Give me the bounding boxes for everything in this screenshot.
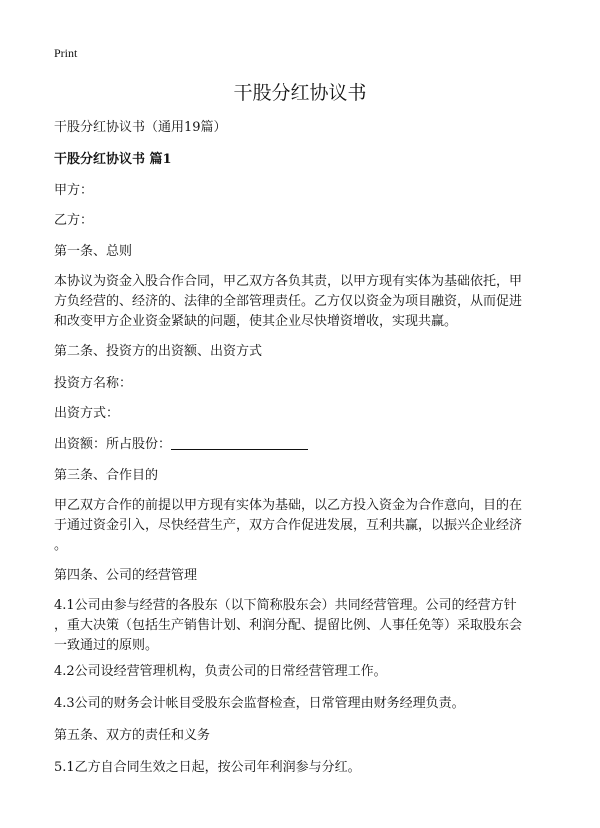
invest-amount-label: 出资额：所占股份： xyxy=(54,437,172,452)
party-b-label: 乙方： xyxy=(54,213,94,228)
article-3-line-2: 于通过资金引入，尽快经营生产，双方合作促进发展，互利共赢，以振兴企业经济 xyxy=(54,518,523,533)
party-a-label: 甲方： xyxy=(54,183,94,198)
article-4-title: 第四条、公司的经营管理 xyxy=(54,568,198,583)
article-1-title: 第一条、总则 xyxy=(54,244,133,259)
article-4-1-line-3: 一致通过的原则。 xyxy=(54,638,159,653)
article-3-line-1: 甲乙双方合作的前提以甲方现有实体为基础，以乙方投入资金为合作意向，目的在 xyxy=(54,498,523,513)
article-5-title: 第五条、双方的责任和义务 xyxy=(54,728,211,743)
investor-name-label: 投资方名称： xyxy=(54,376,133,391)
article-1-line-2: 方负经营的、经济的、法律的全部管理责任。乙方仅以资金为项目融资，从而促进 xyxy=(54,294,523,309)
article-1-line-3: 和改变甲方企业资金紧缺的问题，使其企业尽快增资增收，实现共赢。 xyxy=(54,314,458,329)
article-4-3: 4.3公司的财务会计帐目受股东会监督检查，日常管理由财务经理负责。 xyxy=(54,696,465,711)
section-heading: 干股分红协议书 篇1 xyxy=(54,152,172,167)
document-subtitle: 干股分红协议书（通用19篇） xyxy=(54,120,227,135)
invest-amount-row xyxy=(54,435,554,455)
article-1-line-1: 本协议为资金入股合作合同，甲乙双方各负其责，以甲方现有实体为基础依托，甲 xyxy=(54,274,523,289)
article-2-title: 第二条、投资方的出资额、出资方式 xyxy=(54,344,263,359)
print-label[interactable]: Print xyxy=(54,46,78,60)
article-3-line-3: 。 xyxy=(54,538,68,553)
article-3-title: 第三条、合作目的 xyxy=(54,468,159,483)
article-4-1-line-2: ，重大决策（包括生产销售计划、利润分配、提留比例、人事任免等）采取股东会 xyxy=(54,618,523,633)
article-5-1: 5.1乙方自合同生效之日起，按公司年利润参与分红。 xyxy=(54,760,361,775)
document-title: 干股分红协议书 xyxy=(233,82,367,104)
article-4-1-line-1: 4.1公司由参与经营的各股东（以下简称股东会）共同经营管理。公司的经营方针 xyxy=(54,598,517,613)
share-blank-line xyxy=(171,436,308,450)
invest-method-label: 出资方式： xyxy=(54,406,120,421)
article-4-2: 4.2公司设经营管理机构，负责公司的日常经营管理工作。 xyxy=(54,664,387,679)
